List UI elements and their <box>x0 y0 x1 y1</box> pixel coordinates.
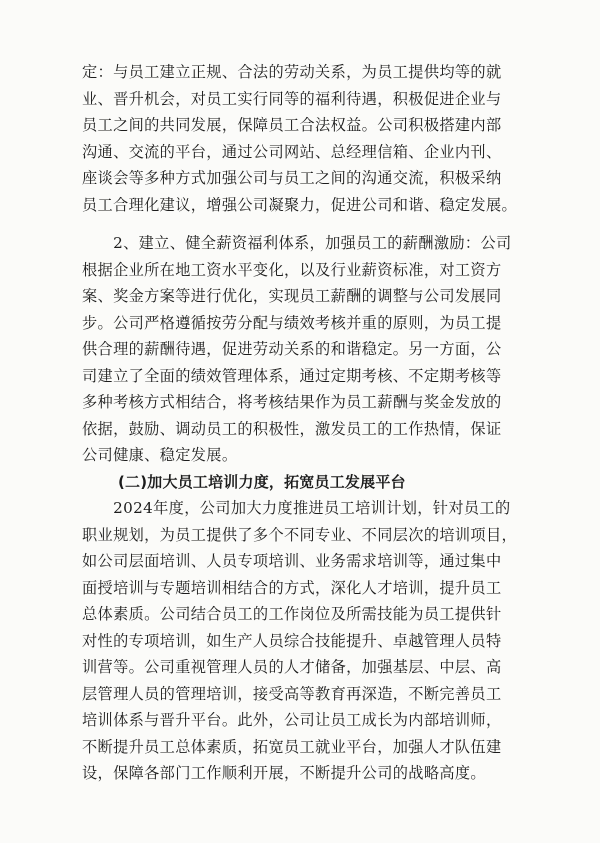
paragraph-line: 多种考核方式相结合，将考核结果作为员工薪酬与奖金发放的 <box>82 393 502 411</box>
paragraph-line: 步。公司严格遵循按劳分配与绩效考核并重的原则，为员工提 <box>82 313 502 332</box>
paragraph-line: 总体素质。公司结合员工的工作岗位及所需技能为员工提供针 <box>82 605 502 623</box>
paragraph-line: 员工之间的共同发展，保障员工合法权益。公司积极搭建内部 <box>82 116 502 134</box>
paragraph-line: 沟通、交流的平台，通过公司网站、总经理信箱、企业内刊、 <box>82 142 502 161</box>
paragraph-line: 供合理的薪酬待遇，促进劳动关系的和谐稳定。另一方面，公 <box>82 340 502 358</box>
paragraph-line: 不断提升员工总体素质，拓宽员工就业平台，加强人才队伍建 <box>82 737 502 756</box>
paragraph-line: 对性的专项培训，如生产人员综合技能提升、卓越管理人员特 <box>82 631 502 650</box>
paragraph-line: 设，保障各部门工作顺利开展，不断提升公司的战略高度。 <box>82 764 486 782</box>
paragraph-line: 案、奖金方案等进行优化，实现员工薪酬的调整与公司发展同 <box>82 287 502 305</box>
paragraph-line: 面授培训与专题培训相结合的方式，深化人才培训，提升员工 <box>82 578 502 597</box>
paragraph-line: 2、建立、健全薪资福利体系，加强员工的薪酬激励：公司 <box>82 234 512 252</box>
paragraph-line: 定：与员工建立正规、合法的劳动关系，为员工提供均等的就 <box>82 63 502 81</box>
paragraph-line: 业、晋升机会，对员工实行同等的福利待遇，积极促进企业与 <box>82 89 502 108</box>
paragraph-line: 依据，鼓励、调动员工的积极性，激发员工的工作热情，保证 <box>82 419 502 438</box>
paragraph-line: 培训体系与晋升平台。此外，公司让员工成长为内部培训师， <box>82 711 502 729</box>
paragraph-line: 如公司层面培训、人员专项培训、业务需求培训等，通过集中 <box>82 552 502 570</box>
paragraph-line: 训营等。公司重视管理人员的人才储备，加强基层、中层、高 <box>82 658 502 676</box>
paragraph-line: 员工合理化建议，增强公司凝聚力，促进公司和谐、稳定发展。 <box>82 195 518 214</box>
paragraph-spacer <box>82 218 520 230</box>
section-heading: (二)加大员工培训力度，拓宽员工发展平台 <box>118 472 406 491</box>
paragraph-line: 司建立了全面的绩效管理体系，通过定期考核、不定期考核等 <box>82 366 502 385</box>
paragraph-line: 职业规划，为员工提供了多个不同专业、不同层次的培训项目， <box>82 525 518 544</box>
paragraph-line: 根据企业所在地工资水平变化，以及行业薪资标准，对工资方 <box>82 260 502 279</box>
paragraph-line: 座谈会等多种方式加强公司与员工之间的沟通交流，积极采纳 <box>82 169 502 187</box>
paragraph-line: 2024年度，公司加大力度推进员工培训计划，针对员工的 <box>82 499 511 517</box>
paragraph-line: 层管理人员的管理培训，接受高等教育再深造，不断完善员工 <box>82 684 502 703</box>
paragraph-line: 公司健康、稳定发展。 <box>82 446 238 464</box>
